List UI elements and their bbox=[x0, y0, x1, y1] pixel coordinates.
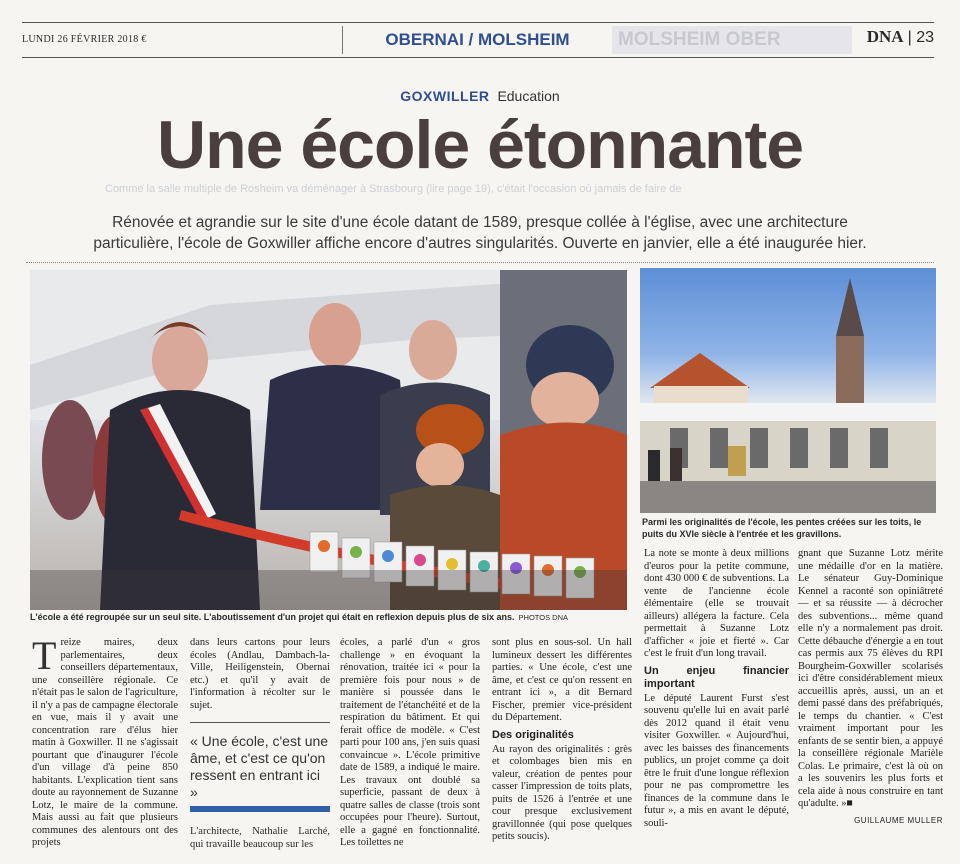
byline: GUILLAUME MULLER bbox=[854, 815, 943, 825]
kicker bbox=[0, 88, 960, 104]
pull-quote-bar bbox=[190, 806, 330, 812]
logo-text: DNA bbox=[866, 27, 904, 46]
column-3: écoles, a parlé d'un « gros challenge » en évoquant la rénovation, traitée ici « pour la première fois pour nous » de manière si poussée dans le traitement de l'étanchéité et de la respiration du bâtiment. Et qui ferait office de modèle. « C'est parti pour 100 ans, j'en suis quasi convaincue ». L'école primitive date de 1589, a indiqué le maire. Les travaux ont doublé sa superficie, passant de deux à quatre salles de classe (trois sont occupées pour l'heure). Surtout, elle a gagné en fonctionnalité. Les toilettes ne bbox=[340, 637, 480, 848]
page-number: | 23 bbox=[907, 29, 934, 46]
bleed-through-text: Comme la salle multiple de Rosheim va déménager à Strasbourg (lire page 19), c'était l'occasion où jamais de faire de bbox=[105, 183, 682, 195]
side-photo-caption: Parmi les originalités de l'école, les pentes créées sur les toits, le puits du XVIe siècle à l'entrée et les gravillons. bbox=[642, 517, 922, 539]
column-4 bbox=[492, 637, 632, 844]
column-6-text: gnant que Suzanne Lotz mérite une médaille d'or en la matière. Le sénateur Guy-Dominique Kennel a raconté son opiniâtreté — et sa réussite — à décrocher des subventions... même quand elle n'y a normalement pas droit. Cette débauche d'énergie a en tout cas permis aux 75 élèves du RPI Bourgheim-Goxwiller scolarisés ici d'être considérablement mieux accueillis après, aussi, un an et demi passé dans des préfabriqués, le temps du chantier. « C'est vraiment important pour les enfants de se sentir bien, a appuyé la conseillère régionale Marièle Colas. Le primaire, c'est là où on a les souvenirs les plus forts et cela aide à nous construire en tant qu'adulte. »■ bbox=[798, 548, 943, 809]
section-title: OBERNAI / MOLSHEIM bbox=[342, 26, 612, 54]
kicker-location: GOXWILLER bbox=[400, 88, 490, 104]
pull-quote-text: « Une école, c'est une âme, et c'est ce qu'on ressent en entrant ici » bbox=[190, 733, 329, 800]
masthead bbox=[22, 22, 934, 58]
main-photo-caption bbox=[30, 612, 568, 622]
subheading-originalites: Des originalités bbox=[492, 728, 574, 741]
inauguration-illustration bbox=[30, 270, 627, 610]
newspaper-logo bbox=[867, 27, 934, 47]
column-4-body: Au rayon des originalités : grès et colombages bien mis en valeur, création de pentes pour casser l'impression de toits plats, puits de 1526 à l'entrée et une cour presque exclusivement gravillonnée (qui pose quelques petits soucis). bbox=[492, 743, 632, 842]
column-5-body: Le député Laurent Furst s'est souvenu qu'elle lui en avait parlé dès 2012 quand il était venu visiter Goxwiller. « Aujourd'hui, avec les baisses des financements publics, un projet comme ça doit être le fruit d'une longue réflexion pour ne pas compromettre les finances de la commune dans le futur », a mis en avant le député, souli- bbox=[644, 692, 789, 829]
subheading-enjeu-financier: Un enjeu financier important bbox=[644, 664, 789, 690]
standfirst: Rénovée et agrandie sur le site d'une école datant de 1589, presque collée à l'église, avec une architecture particulière, l'école de Goxwiller affiche encore d'autres singularités. Ouverte en janvier, elle a été inaugurée hier. bbox=[93, 214, 867, 252]
divider bbox=[26, 262, 934, 263]
column-2-continued: L'architecte, Nathalie Larché, qui travaille beaucoup sur les bbox=[190, 826, 330, 850]
pull-quote bbox=[190, 722, 330, 812]
kicker-topic: Education bbox=[497, 88, 560, 104]
column-1 bbox=[32, 633, 178, 850]
column-6 bbox=[798, 548, 943, 827]
photo-credit: PHOTOS DNA bbox=[518, 613, 568, 622]
column-5-intro: La note se monte à deux millions d'euros pour la petite commune, dont 430 000 € de subventions. La vente de l'ancienne école élémentaire (elle se trouvait ailleurs) allégera la facture. Cela permettait à Suzanne Lotz d'afficher « joie et fierté ». Car c'est le fruit d'un long travail. bbox=[644, 548, 789, 659]
caption-text: L'école a été regroupée sur un seul site. L'aboutissement d'un projet qui était en reflexion depuis plus de six ans. bbox=[30, 612, 515, 622]
inauguration-photo bbox=[30, 270, 627, 610]
issue-date: LUNDI 26 FÉVRIER 2018 € bbox=[22, 34, 147, 45]
column-4-intro: sont plus en sous-sol. Un hall lumineux dessert les différentes parties. « Une école, c'est une âme, et c'est ce qu'on ressent en entrant ici », a dit Bernard Fischer, premier vice-président du Département. bbox=[492, 637, 632, 723]
column-1-text: reize maires, deux parlementaires, deux conseillers départementaux, une conseillère régionale. Ce n'était pas le salon de l'agriculture, il n'y a pas de campagne électorale en vue, mais il y avait une concentration rare d'élus hier matin à Goxwiller. Il ne s'agissait pourtant que d'inaugurer l'école d'un village d'à peine 850 habitants. L'explication tient sans doute au rayonnement de Suzanne Lotz, le maire de la commune. Mais aussi au fait que plusieurs communes des alentours ont des projets bbox=[32, 637, 178, 848]
drop-cap: T bbox=[32, 633, 57, 678]
column-2: dans leurs cartons pour leurs écoles (Andlau, Dambach-la-Ville, Heiligenstein, Obernai etc.) et qu'il y avait de l'information à récolter sur le sujet. bbox=[190, 637, 330, 711]
school-building-illustration bbox=[640, 268, 936, 513]
headline: Une école étonnante bbox=[156, 107, 804, 183]
column-5 bbox=[644, 548, 789, 830]
bleed-through-section: MOLSHEIM OBER bbox=[612, 26, 852, 54]
school-building-photo bbox=[640, 268, 936, 513]
